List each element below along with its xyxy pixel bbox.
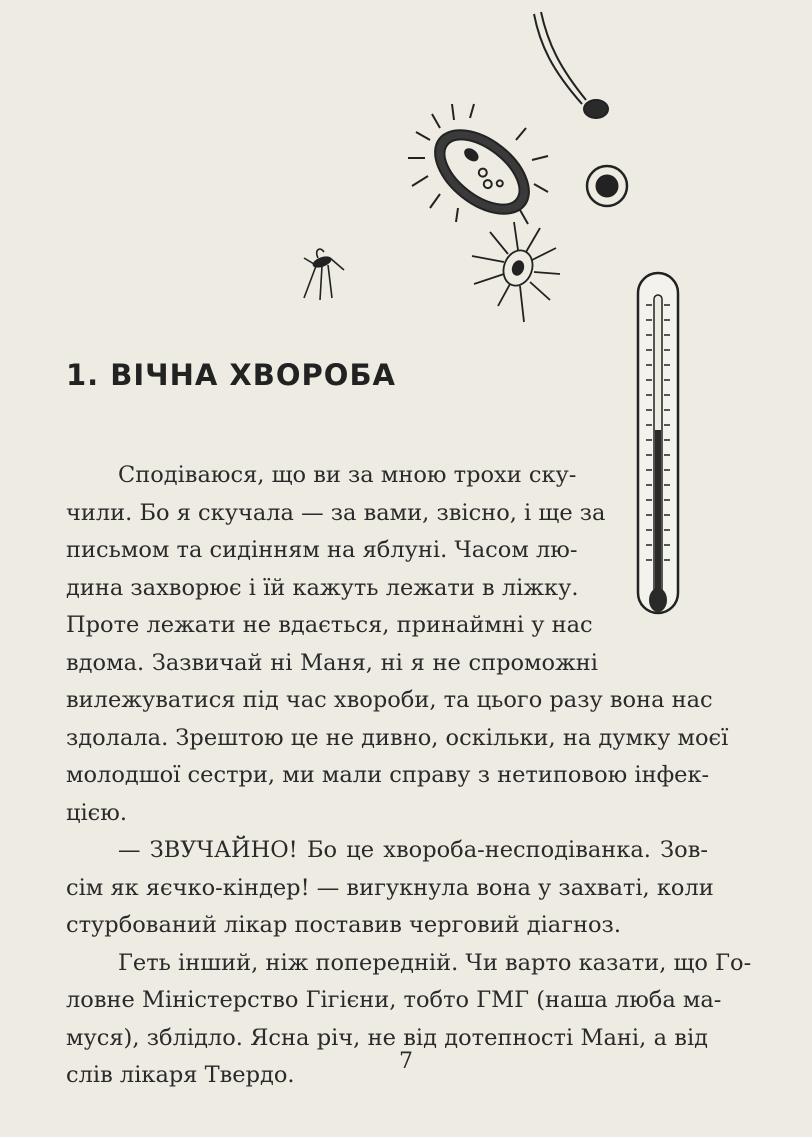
- text-line: Геть інший, ніж попередній. Чи варто казати, що Го-: [118, 949, 752, 976]
- oval-bacterium-icon: [408, 104, 548, 230]
- page-number: 7: [399, 1049, 413, 1074]
- tailed-germ-icon: [534, 12, 608, 118]
- spiky-virus-icon: [472, 222, 560, 322]
- text-line: Проте лежати не вдається, принаймні у нас: [66, 612, 593, 638]
- text-line: — ЗВУЧАЙНО! Бо це хвороба-несподіванка. Зов-: [118, 837, 708, 863]
- text-line: цією.: [66, 799, 128, 826]
- text-line: чили. Бо я скучала — за вами, звісно, і ще за: [66, 499, 606, 526]
- text-line: сім як яєчко-кіндер! — вигукнула вона у захваті, коли: [66, 874, 714, 901]
- round-germ-icon: [587, 166, 627, 206]
- text-line: Сподіваюся, що ви за мною трохи ску-: [118, 462, 577, 488]
- text-line: муся), зблідло. Ясна річ, не від дотепності Мані, а від: [66, 1024, 708, 1051]
- text-line: вилежуватися під час хвороби, та цього разу вона нас: [66, 687, 713, 713]
- text-line: ловне Міністерство Гігієни, тобто ГМГ (наша люба ма-: [66, 987, 722, 1013]
- text-line: письмом та сидінням на яблуні. Часом лю-: [66, 537, 578, 563]
- text-line: слів лікаря Твердо.: [66, 1062, 295, 1088]
- text-line: стурбований лікар поставив черговий діагноз.: [66, 912, 621, 938]
- text-line: здолала. Зрештою це не дивно, оскільки, на думку моєї: [66, 724, 729, 751]
- small-insect-germ-icon: [304, 249, 344, 300]
- text-line: молодшої сестри, ми мали справу з нетиповою інфек-: [66, 762, 710, 788]
- text-line: дина захворює і їй кажуть лежати в ліжку.: [66, 574, 579, 601]
- text-line: вдома. Зазвичай ні Маня, ні я не спроможні: [66, 649, 598, 676]
- chapter-title: 1. ВІЧНА ХВОРОБА: [66, 358, 397, 392]
- chapter-body: [66, 457, 752, 1095]
